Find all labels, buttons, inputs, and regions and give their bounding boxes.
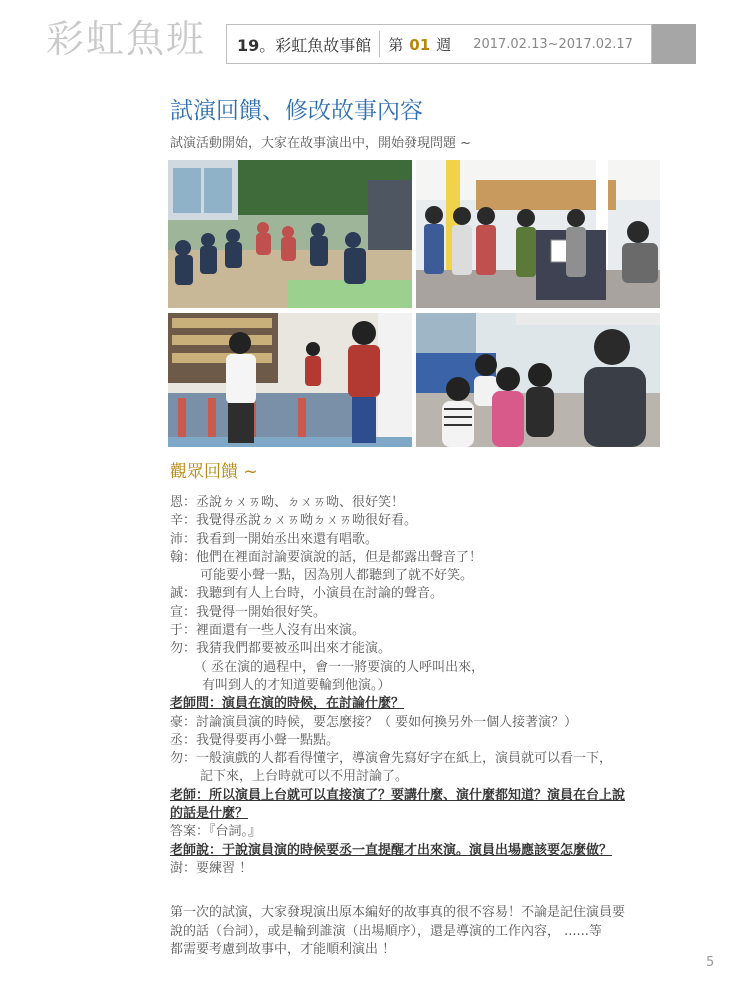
date-range: 2017.02.13~2017.02.17 — [473, 36, 633, 52]
feedback-list — [170, 494, 690, 878]
feedback-line: 辛：我覺得丞說ㄉㄨㄞ呦ㄉㄨㄞ呦很好看。 — [170, 513, 418, 529]
week-suffix: 週 — [436, 35, 452, 54]
conclusion-line: 第一次的試演，大家發現演出原本編好的故事真的很不容易！不論是記住演員要 — [170, 905, 626, 920]
brand-title: 彩虹魚班 — [46, 17, 207, 61]
teacher-question-line: 老師問：演員在演的時候，在討論什麼？ — [170, 696, 405, 712]
feedback-line: 豪：討論演員演的時候，要怎麼接？（ 要如何換另外一個人接著演？） — [170, 714, 578, 730]
conclusion-paragraph — [170, 904, 690, 960]
feedback-line: （ 丞在演的過程中，會一一將要演的人呼叫出來， — [194, 659, 485, 675]
feedback-line: 記下來，上台時就可以不用討論了。 — [200, 769, 409, 785]
photo-teacher-with-children — [416, 313, 660, 447]
photo-children-performing — [416, 160, 660, 308]
teacher-question-line: 的話是什麼？ — [170, 806, 249, 822]
header-decor-block — [652, 24, 696, 64]
conclusion-line: 都需要考慮到故事中，才能順利演出 ！ — [170, 942, 396, 957]
episode-label — [227, 33, 371, 56]
teacher-question-line: 老師：所以演員上台就可以直接演了？要講什麼、演什麼都知道？演員在台上說 — [170, 787, 626, 803]
conclusion-line: 說的話（台詞），或是輪到誰演（出場順序），還是導演的工作內容， ......等 — [170, 923, 602, 939]
header-info-box — [226, 24, 652, 64]
feedback-line: 沛：我看到一開始丞出來還有唱歌。 — [170, 531, 379, 547]
feedback-line: 有叫到人的才知道要輪到他演。） — [202, 677, 391, 693]
episode-number: 19 — [237, 35, 260, 55]
feedback-line: 翰：他們在裡面討論要演說的話，但是都露出聲音了！ — [170, 549, 483, 565]
feedback-line: 誠：我聽到有人上台時，小演員在討論的聲音。 — [170, 586, 444, 602]
photo-library-rehearsal — [168, 313, 412, 447]
week-label — [388, 34, 451, 55]
week-prefix: 第 — [388, 35, 404, 54]
feedback-line: 答案：『台詞。』 — [170, 824, 262, 840]
photo-outdoor-audience — [168, 160, 412, 308]
feedback-line: 澍：要練習 ！ — [170, 860, 253, 876]
week-number: 01 — [409, 35, 431, 54]
page-number: 5 — [706, 955, 715, 970]
section-title: 試演回饋、修改故事內容 — [170, 98, 423, 124]
teacher-question-line: 老師說：于說演員演的時候要丞一直提醒才出來演。演員出場應該要怎麼做？ — [170, 842, 613, 858]
feedback-line: 宣：我覺得一開始很好笑。 — [170, 604, 327, 620]
feedback-title: 觀眾回饋 ~ — [170, 462, 258, 482]
feedback-line: 于：裡面還有一些人沒有出來演。 — [170, 623, 366, 639]
section-intro: 試演活動開始，大家在故事演出中，開始發現問題 ~ — [170, 136, 472, 151]
feedback-line: 勿：一般演戲的人都看得懂字，導演會先寫好字在紙上，演員就可以看一下， — [170, 751, 613, 767]
episode-title: 。彩虹魚故事館 — [259, 35, 372, 55]
feedback-line: 勿：我猜我們都要被丞叫出來才能演。 — [170, 641, 392, 657]
feedback-line: 可能要小聲一點，因為別人都聽到了就不好笑。 — [200, 568, 474, 584]
feedback-line: 丞：我覺得要再小聲一點點。 — [170, 732, 340, 748]
feedback-line: 恩：丞說ㄉㄨㄞ呦、ㄉㄨㄞ呦、很好笑！ — [170, 495, 405, 510]
header-divider — [379, 31, 380, 57]
